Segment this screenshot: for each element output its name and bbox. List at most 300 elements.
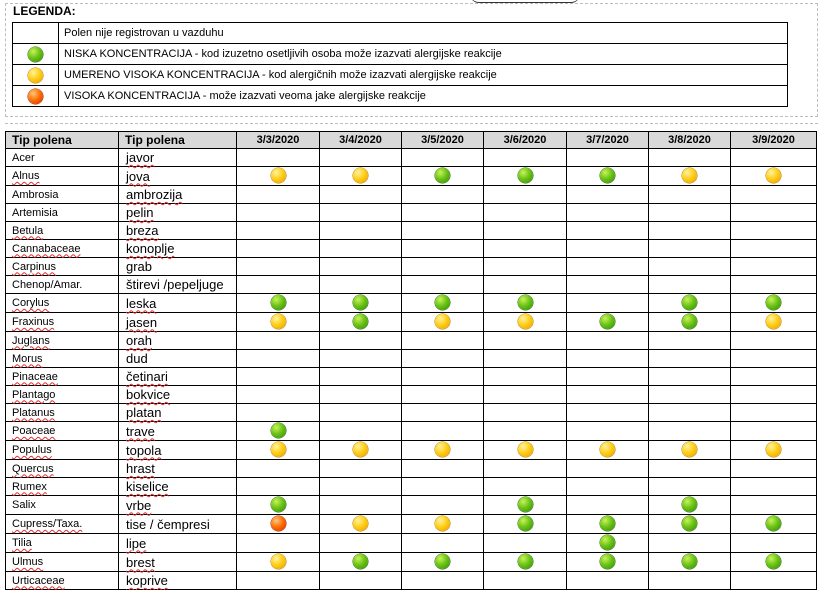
concentration-cell (237, 167, 320, 186)
concentration-cell (649, 572, 731, 590)
table-row (6, 222, 817, 240)
concentration-cell (567, 515, 649, 534)
concentration-cell (320, 478, 402, 496)
concentration-cell (731, 186, 817, 204)
yellow-circle-icon (28, 68, 43, 83)
yellow-circle-icon (271, 314, 286, 329)
concentration-cell (649, 386, 731, 404)
concentration-cell (237, 460, 320, 478)
header-date: 3/5/2020 (402, 132, 484, 149)
green-circle-icon (600, 314, 615, 329)
legend-text: UMERENO VISOKA KONCENTRACIJA - kod alergičnih može izazvati alergijske reakcije (59, 65, 788, 86)
concentration-cell (567, 404, 649, 422)
legend-text: NISKA KONCENTRACIJA - kod izuzetno osetljivih osoba može izazvati alergijske reakcije (59, 44, 788, 65)
concentration-cell (320, 313, 402, 332)
concentration-cell (731, 386, 817, 404)
concentration-cell (320, 534, 402, 553)
pollen-local-name: grab (119, 258, 237, 276)
concentration-cell (731, 222, 817, 240)
concentration-cell (567, 313, 649, 332)
concentration-cell (484, 515, 567, 534)
table-row (6, 553, 817, 572)
concentration-cell (649, 441, 731, 460)
concentration-cell (320, 368, 402, 386)
concentration-cell (567, 496, 649, 515)
yellow-circle-icon (600, 442, 615, 457)
table-row (6, 422, 817, 441)
orange-circle-icon (271, 516, 286, 531)
concentration-cell (237, 441, 320, 460)
concentration-cell (567, 149, 649, 167)
pollen-latin-name: Morus (6, 350, 119, 368)
concentration-cell (484, 313, 567, 332)
concentration-cell (484, 332, 567, 350)
pollen-local-name: trave (119, 422, 237, 441)
header-date: 3/7/2020 (567, 132, 649, 149)
concentration-cell (731, 404, 817, 422)
pollen-local-name: štirevi /pepeljuge (119, 276, 237, 294)
concentration-cell (237, 478, 320, 496)
green-circle-icon (600, 516, 615, 531)
table-row (6, 332, 817, 350)
pollen-local-name: kiselice (119, 478, 237, 496)
concentration-cell (731, 258, 817, 276)
yellow-circle-icon (271, 168, 286, 183)
pollen-latin-name: Cupress/Taxa. (6, 515, 119, 534)
concentration-cell (237, 368, 320, 386)
concentration-cell (402, 204, 484, 222)
concentration-cell (731, 350, 817, 368)
green-circle-icon (271, 423, 286, 438)
concentration-cell (402, 350, 484, 368)
concentration-cell (320, 186, 402, 204)
concentration-cell (649, 515, 731, 534)
header-date: 3/8/2020 (649, 132, 731, 149)
concentration-cell (237, 222, 320, 240)
concentration-cell (237, 149, 320, 167)
concentration-cell (731, 515, 817, 534)
pollen-local-name: tise / čempresi (119, 515, 237, 534)
green-circle-icon (766, 295, 781, 310)
concentration-cell (649, 553, 731, 572)
legend-row (13, 44, 788, 65)
concentration-cell (567, 240, 649, 258)
concentration-cell (731, 276, 817, 294)
table-row (6, 534, 817, 553)
pollen-latin-name: Cannabaceae (6, 240, 119, 258)
pollen-local-name: pelin (119, 204, 237, 222)
concentration-cell (402, 572, 484, 590)
concentration-cell (731, 240, 817, 258)
concentration-cell (484, 460, 567, 478)
concentration-cell (484, 404, 567, 422)
legend-text: Polen nije registrovan u vazduhu (59, 23, 788, 44)
concentration-cell (731, 332, 817, 350)
table-row (6, 350, 817, 368)
concentration-cell (649, 294, 731, 313)
pollen-latin-name: Fraxinus (6, 313, 119, 332)
green-circle-icon (518, 497, 533, 512)
concentration-cell (731, 422, 817, 441)
concentration-cell (567, 294, 649, 313)
pollen-latin-name: Poaceae (6, 422, 119, 441)
pollen-latin-name: Pinaceae (6, 368, 119, 386)
section-separator (5, 123, 818, 124)
concentration-cell (731, 313, 817, 332)
concentration-cell (731, 553, 817, 572)
yellow-circle-icon (766, 442, 781, 457)
concentration-cell (731, 478, 817, 496)
concentration-cell (567, 572, 649, 590)
pollen-local-name: brest (119, 553, 237, 572)
concentration-cell (484, 386, 567, 404)
concentration-cell (731, 441, 817, 460)
yellow-circle-icon (435, 314, 450, 329)
concentration-cell (320, 572, 402, 590)
concentration-cell (484, 258, 567, 276)
concentration-cell (484, 276, 567, 294)
green-circle-icon (766, 516, 781, 531)
pollen-local-name: dud (119, 350, 237, 368)
yellow-circle-icon (682, 442, 697, 457)
green-circle-icon (600, 168, 615, 183)
concentration-cell (649, 204, 731, 222)
concentration-cell (731, 496, 817, 515)
concentration-cell (567, 350, 649, 368)
concentration-cell (320, 460, 402, 478)
concentration-cell (320, 350, 402, 368)
green-circle-icon (682, 295, 697, 310)
pollen-local-name: jasen (119, 313, 237, 332)
concentration-cell (649, 478, 731, 496)
green-circle-icon (353, 554, 368, 569)
concentration-cell (402, 386, 484, 404)
concentration-cell (567, 186, 649, 204)
concentration-cell (320, 515, 402, 534)
table-row (6, 478, 817, 496)
yellow-circle-icon (518, 442, 533, 457)
concentration-cell (567, 222, 649, 240)
yellow-circle-icon (518, 314, 533, 329)
pollen-latin-name: Rumex (6, 478, 119, 496)
concentration-cell (484, 222, 567, 240)
table-row (6, 149, 817, 167)
yellow-circle-icon (271, 442, 286, 457)
green-circle-icon (682, 497, 697, 512)
pollen-latin-name: Corylus (6, 294, 119, 313)
yellow-circle-icon (353, 516, 368, 531)
concentration-cell (320, 167, 402, 186)
pollen-latin-name: Ambrosia (6, 186, 119, 204)
concentration-cell (649, 313, 731, 332)
concentration-cell (402, 515, 484, 534)
green-circle-icon (682, 516, 697, 531)
pollen-latin-name: Platanus (6, 404, 119, 422)
concentration-cell (237, 258, 320, 276)
concentration-cell (402, 368, 484, 386)
pollen-local-name: hrast (119, 460, 237, 478)
concentration-cell (402, 240, 484, 258)
yellow-circle-icon (766, 168, 781, 183)
pollen-latin-name: Alnus (6, 167, 119, 186)
concentration-cell (649, 534, 731, 553)
pollen-local-name: ambrozija (119, 186, 237, 204)
table-row (6, 167, 817, 186)
legend-swatch-empty (13, 23, 59, 44)
concentration-cell (567, 478, 649, 496)
pollen-local-name: platan (119, 404, 237, 422)
concentration-cell (649, 149, 731, 167)
table-row (6, 204, 817, 222)
table-row (6, 276, 817, 294)
concentration-cell (237, 240, 320, 258)
header-local: Tip polena (119, 132, 237, 149)
concentration-cell (402, 441, 484, 460)
pollen-local-name: leska (119, 294, 237, 313)
concentration-cell (237, 332, 320, 350)
pollen-latin-name: Tilia (6, 534, 119, 553)
concentration-cell (484, 240, 567, 258)
green-circle-icon (518, 295, 533, 310)
table-row (6, 313, 817, 332)
concentration-cell (649, 222, 731, 240)
concentration-cell (649, 258, 731, 276)
concentration-cell (649, 276, 731, 294)
concentration-cell (484, 496, 567, 515)
yellow-circle-icon (435, 442, 450, 457)
concentration-cell (567, 204, 649, 222)
yellow-circle-icon (435, 516, 450, 531)
pollen-latin-name: Urticaceae (6, 572, 119, 590)
concentration-cell (237, 294, 320, 313)
green-circle-icon (271, 295, 286, 310)
concentration-cell (567, 441, 649, 460)
pollen-local-name: četinari (119, 368, 237, 386)
concentration-cell (484, 553, 567, 572)
yellow-circle-icon (682, 168, 697, 183)
header-latin: Tip polena (6, 132, 119, 149)
concentration-cell (567, 553, 649, 572)
concentration-cell (567, 258, 649, 276)
concentration-cell (567, 386, 649, 404)
concentration-cell (402, 149, 484, 167)
concentration-cell (649, 460, 731, 478)
pollen-latin-name: Plantago (6, 386, 119, 404)
table-row (6, 460, 817, 478)
concentration-cell (649, 186, 731, 204)
concentration-cell (237, 422, 320, 441)
concentration-cell (567, 460, 649, 478)
table-row (6, 404, 817, 422)
concentration-cell (402, 478, 484, 496)
concentration-cell (484, 534, 567, 553)
concentration-cell (402, 186, 484, 204)
pollen-latin-name: Artemisia (6, 204, 119, 222)
concentration-cell (649, 167, 731, 186)
table-row (6, 240, 817, 258)
pollen-latin-name: Betula (6, 222, 119, 240)
concentration-cell (320, 422, 402, 441)
table-row (6, 386, 817, 404)
pollen-local-name: breza (119, 222, 237, 240)
table-row (6, 258, 817, 276)
concentration-cell (649, 240, 731, 258)
green-circle-icon (600, 535, 615, 550)
table-row (6, 572, 817, 590)
concentration-cell (731, 368, 817, 386)
concentration-cell (320, 294, 402, 313)
concentration-cell (402, 258, 484, 276)
yellow-circle-icon (353, 168, 368, 183)
legend-table (12, 22, 788, 107)
concentration-cell (320, 222, 402, 240)
yellow-circle-icon (353, 442, 368, 457)
concentration-cell (484, 422, 567, 441)
concentration-cell (402, 553, 484, 572)
legend-row (13, 23, 788, 44)
concentration-cell (567, 368, 649, 386)
pollen-latin-name: Carpinus (6, 258, 119, 276)
pollen-local-name: lipe (119, 534, 237, 553)
concentration-cell (731, 204, 817, 222)
table-header-row (6, 132, 817, 149)
yellow-circle-icon (766, 314, 781, 329)
pollen-local-name: javor (119, 149, 237, 167)
concentration-cell (484, 149, 567, 167)
pollen-latin-name: Ulmus (6, 553, 119, 572)
header-date: 3/4/2020 (320, 132, 402, 149)
pollen-local-name: vrbe (119, 496, 237, 515)
concentration-cell (484, 478, 567, 496)
legend-row (13, 65, 788, 86)
green-circle-icon (435, 554, 450, 569)
concentration-cell (402, 496, 484, 515)
concentration-cell (402, 167, 484, 186)
concentration-cell (484, 441, 567, 460)
pollen-latin-name: Acer (6, 149, 119, 167)
concentration-cell (731, 149, 817, 167)
concentration-cell (402, 404, 484, 422)
concentration-cell (649, 332, 731, 350)
table-body (6, 149, 817, 590)
concentration-cell (402, 332, 484, 350)
table-row (6, 368, 817, 386)
yellow-circle-icon (271, 554, 286, 569)
concentration-cell (402, 222, 484, 240)
table-row (6, 294, 817, 313)
pollen-local-name: jova (119, 167, 237, 186)
green-circle-icon (682, 314, 697, 329)
concentration-cell (731, 294, 817, 313)
table-row (6, 441, 817, 460)
concentration-cell (237, 534, 320, 553)
pollen-local-name: orah (119, 332, 237, 350)
concentration-cell (649, 368, 731, 386)
legend-text: VISOKA KONCENTRACIJA - može izazvati veoma jake alergijske reakcije (59, 86, 788, 107)
pollen-latin-name: Salix (6, 496, 119, 515)
concentration-cell (320, 496, 402, 515)
concentration-cell (237, 204, 320, 222)
green-circle-icon (271, 497, 286, 512)
green-circle-icon (766, 554, 781, 569)
concentration-cell (567, 422, 649, 441)
pollen-local-name: bokvice (119, 386, 237, 404)
table-row (6, 496, 817, 515)
concentration-cell (567, 167, 649, 186)
concentration-cell (649, 350, 731, 368)
concentration-cell (320, 332, 402, 350)
concentration-cell (731, 534, 817, 553)
concentration-cell (237, 496, 320, 515)
green-circle-icon (518, 516, 533, 531)
pollen-local-name: konoplje (119, 240, 237, 258)
concentration-cell (237, 553, 320, 572)
concentration-cell (320, 386, 402, 404)
concentration-cell (484, 350, 567, 368)
green-circle-icon (353, 295, 368, 310)
concentration-cell (237, 404, 320, 422)
concentration-cell (402, 422, 484, 441)
table-row (6, 186, 817, 204)
green-circle-icon (28, 47, 43, 62)
legend-row (13, 86, 788, 107)
concentration-cell (567, 534, 649, 553)
green-circle-icon (435, 168, 450, 183)
concentration-cell (402, 313, 484, 332)
green-circle-icon (353, 314, 368, 329)
concentration-cell (649, 496, 731, 515)
concentration-cell (402, 460, 484, 478)
concentration-cell (402, 294, 484, 313)
pollen-latin-name: Quercus (6, 460, 119, 478)
concentration-cell (320, 149, 402, 167)
pollen-table (5, 131, 817, 590)
concentration-cell (237, 276, 320, 294)
concentration-cell (320, 258, 402, 276)
concentration-cell (237, 515, 320, 534)
concentration-cell (237, 313, 320, 332)
concentration-cell (484, 167, 567, 186)
concentration-cell (731, 572, 817, 590)
concentration-cell (484, 294, 567, 313)
concentration-cell (484, 368, 567, 386)
concentration-cell (320, 404, 402, 422)
concentration-cell (320, 553, 402, 572)
table-row (6, 515, 817, 534)
concentration-cell (320, 276, 402, 294)
concentration-cell (402, 276, 484, 294)
pollen-local-name: topola (119, 441, 237, 460)
concentration-cell (237, 350, 320, 368)
green-circle-icon (518, 168, 533, 183)
orange-circle-icon (28, 89, 43, 104)
concentration-cell (320, 204, 402, 222)
concentration-cell (567, 332, 649, 350)
concentration-cell (320, 441, 402, 460)
concentration-cell (649, 404, 731, 422)
concentration-cell (484, 204, 567, 222)
green-circle-icon (435, 295, 450, 310)
concentration-cell (484, 572, 567, 590)
concentration-cell (237, 386, 320, 404)
green-circle-icon (682, 554, 697, 569)
green-circle-icon (518, 554, 533, 569)
concentration-cell (237, 572, 320, 590)
concentration-cell (731, 167, 817, 186)
pollen-latin-name: Populus (6, 441, 119, 460)
pollen-latin-name: Chenop/Amar. (6, 276, 119, 294)
concentration-cell (484, 186, 567, 204)
